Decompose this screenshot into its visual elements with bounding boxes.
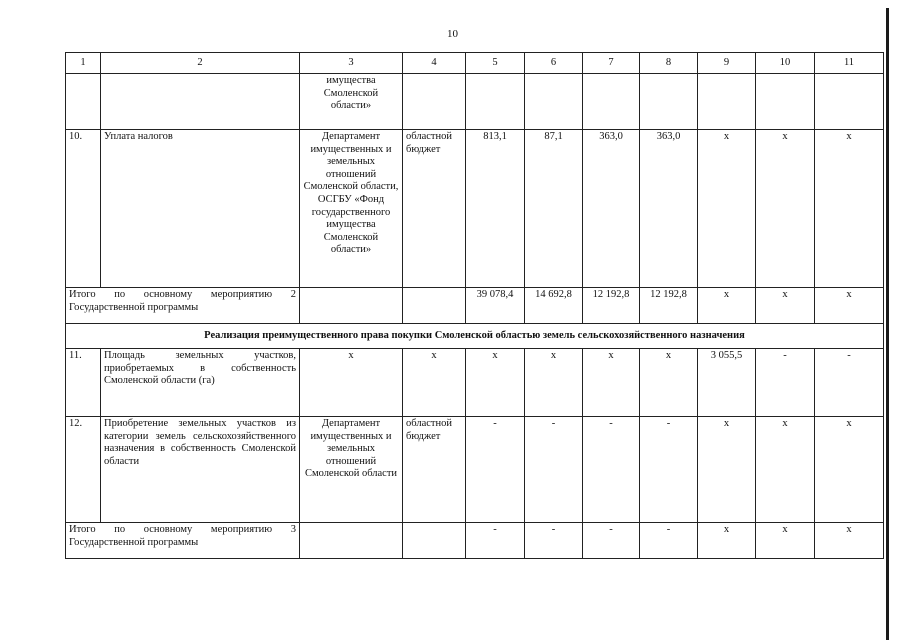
column-header: 11 <box>815 53 884 74</box>
value-cell: - <box>640 523 698 559</box>
column-header: 1 <box>66 53 101 74</box>
value-cell: х <box>815 523 884 559</box>
value-cell: - <box>583 523 640 559</box>
value-cell: 12 192,8 <box>583 288 640 324</box>
table-row <box>66 349 884 417</box>
funding-source: областной бюджет <box>403 130 466 288</box>
executor-cell: Департамент имущественных и земельных отношений Смоленской области <box>300 417 403 523</box>
value-cell: х <box>698 523 756 559</box>
column-header: 3 <box>300 53 403 74</box>
value-cell: 363,0 <box>640 130 698 288</box>
value-cell: х <box>640 349 698 417</box>
value-cell: - <box>525 523 583 559</box>
total-row <box>66 288 884 324</box>
measure-name: Уплата налогов <box>101 130 300 288</box>
column-header: 9 <box>698 53 756 74</box>
value-cell: х <box>756 130 815 288</box>
value-cell: х <box>525 349 583 417</box>
measure-name: Площадь земельных участков, приобретаемых в собственность Смоленской области (га) <box>101 349 300 417</box>
total-label: Итого по основному мероприятию 2 Государственной программы <box>66 288 300 324</box>
value-cell: 813,1 <box>466 130 525 288</box>
value-cell: х <box>583 349 640 417</box>
value-cell: 87,1 <box>525 130 583 288</box>
column-header: 2 <box>101 53 300 74</box>
value-cell: х <box>756 417 815 523</box>
value-cell: - <box>525 417 583 523</box>
column-header: 8 <box>640 53 698 74</box>
value-cell: 3 055,5 <box>698 349 756 417</box>
value-cell: - <box>466 417 525 523</box>
value-cell: х <box>698 288 756 324</box>
value-cell: х <box>815 288 884 324</box>
row-number: 12. <box>66 417 101 523</box>
scan-edge-line <box>886 8 889 640</box>
program-table <box>65 52 884 559</box>
value-cell: х <box>466 349 525 417</box>
value-cell: х <box>815 130 884 288</box>
column-number-row <box>66 53 884 74</box>
page-number: 10 <box>447 28 458 40</box>
funding-source: областной бюджет <box>403 417 466 523</box>
executor-cell: Департамент имущественных и земельных отношений Смоленской области, ОСГБУ «Фонд государственного имущества Смоленской области» <box>300 130 403 288</box>
value-cell: х <box>815 417 884 523</box>
column-header: 6 <box>525 53 583 74</box>
row-number: 10. <box>66 130 101 288</box>
value-cell: х <box>300 349 403 417</box>
value-cell: 12 192,8 <box>640 288 698 324</box>
value-cell: х <box>698 130 756 288</box>
value-cell: 363,0 <box>583 130 640 288</box>
value-cell: - <box>466 523 525 559</box>
column-header: 4 <box>403 53 466 74</box>
value-cell: 39 078,4 <box>466 288 525 324</box>
table-row <box>66 130 884 288</box>
table-row <box>66 417 884 523</box>
value-cell: х <box>756 288 815 324</box>
value-cell: х <box>698 417 756 523</box>
continuation-row <box>66 74 884 130</box>
executor-cell: имущества Смоленской области» <box>300 74 403 130</box>
measure-name: Приобретение земельных участков из категории земель сельскохозяйственного назначения в собственность Смоленской области <box>101 417 300 523</box>
value-cell: 14 692,8 <box>525 288 583 324</box>
value-cell: х <box>403 349 466 417</box>
value-cell: - <box>583 417 640 523</box>
total-label: Итого по основному мероприятию 3 Государственной программы <box>66 523 300 559</box>
section-title: Реализация преимущественного права покупки Смоленской областью земель сельскохозяйственного назначения <box>66 324 884 349</box>
column-header: 5 <box>466 53 525 74</box>
value-cell: - <box>815 349 884 417</box>
total-row <box>66 523 884 559</box>
value-cell: - <box>640 417 698 523</box>
section-header-row <box>66 324 884 349</box>
column-header: 7 <box>583 53 640 74</box>
column-header: 10 <box>756 53 815 74</box>
value-cell: х <box>756 523 815 559</box>
row-number: 11. <box>66 349 101 417</box>
value-cell: - <box>756 349 815 417</box>
